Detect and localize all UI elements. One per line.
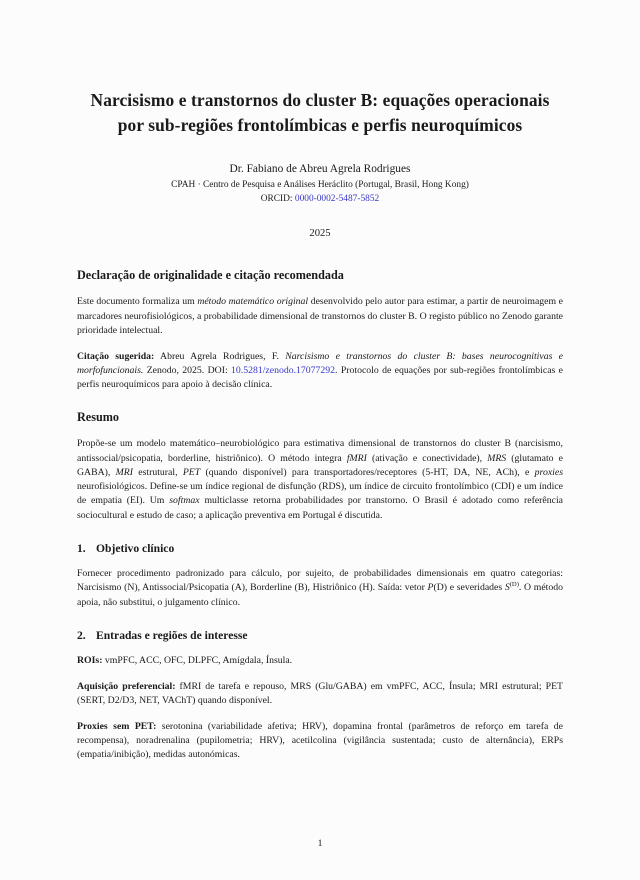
title-block: [77, 0, 563, 239]
author-block: [77, 162, 563, 206]
abs-t5: (quando disponível) para transportadores/receptores (5-HT, DA, NE, ACh), e: [200, 466, 535, 478]
abstract-heading: Resumo: [77, 410, 119, 425]
rois-label: ROIs:: [77, 654, 103, 666]
abs-t3: (glutamato e GABA),: [77, 452, 563, 478]
math-p: P: [427, 582, 434, 594]
section-2-title: Entradas e regiões de interesse: [96, 628, 248, 642]
abs-em-pet: PET: [182, 466, 201, 478]
acquisition-label: Aquisição preferencial:: [77, 680, 176, 692]
declaration-paragraph: [77, 295, 563, 338]
acquisition-line: [77, 680, 563, 709]
abs-t7: multiclasse retorna probabilidades por transtorno. O Brasil é adotado como referência sociocultural e estudo de caso; a aplicação preventiva em Portugal é discutida.: [77, 495, 563, 521]
citation-label: Citação sugerida:: [77, 350, 155, 362]
section-2-number: 2.: [77, 628, 86, 642]
document-body: [77, 268, 563, 762]
citation-authors: Abreu Agrela Rodrigues, F.: [154, 350, 286, 362]
abs-em-fmri: fMRI: [346, 452, 367, 464]
decl-emphasis: método matemático original: [197, 296, 309, 308]
proxies-line: [77, 720, 563, 763]
orcid-line: [77, 193, 563, 206]
citation-venue: Zenodo, 2025. DOI:: [143, 364, 232, 376]
declaration-heading: Declaração de originalidade e citação recomendada: [77, 268, 344, 283]
proxies-label: Proxies sem PET:: [77, 720, 157, 732]
sec1-t3: . O método apoia, não substitui, o julgamento clínico.: [77, 582, 563, 608]
proxies-value: serotonina (variabilidade afetiva; HRV), dopamina frontal (parâmetros de reforço em tarefa de recompensa), noradrenalina (pupilometria; HRV), acetilcolina (vigilância sustentada; custo de alternância), ERPs (empatia/inibição), medidas autonómicas.: [77, 720, 563, 761]
sec1-t1: Fornecer procedimento padronizado para cálculo, por sujeito, de probabilidades dimensionais em quatro categorias: Narcisismo (N), Antissocial/Psicopatia (A), Borderline (B), Histriônico (H). Saída: vetor: [77, 568, 563, 594]
math-p-arg: (D): [433, 582, 448, 594]
affiliation: CPAH · Centro de Pesquisa e Análises Heráclito (Portugal, Brasil, Hong Kong): [171, 180, 469, 191]
decl-text-a: Este documento formaliza um: [77, 296, 198, 308]
math-s-sup: (D): [509, 581, 519, 589]
citation-tail: . Protocolo de equações por sub-regiões frontolímbicas e perfis neuroquímicos para apoio à decisão clínica.: [77, 364, 564, 391]
orcid-link[interactable]: 0000-0002-5487-5852: [294, 194, 380, 205]
rois-line: [77, 654, 563, 668]
section-1-title: Objetivo clínico: [96, 541, 175, 555]
section-2-heading: [77, 628, 563, 643]
abs-t4: estrutural,: [132, 466, 183, 478]
orcid-label: ORCID:: [260, 194, 293, 205]
sec1-t2: e severidades: [447, 582, 505, 594]
section-entradas-regioes: [77, 628, 563, 763]
abs-t2: (ativação e conectividade),: [366, 452, 488, 464]
abs-em-mrs: MRS: [487, 452, 507, 464]
abs-em-proxies: proxies: [534, 466, 563, 478]
section-abstract: [77, 410, 563, 523]
author-name: Dr. Fabiano de Abreu Agrela Rodrigues: [229, 163, 411, 176]
page-number: 1: [317, 838, 323, 849]
section-1-paragraph: [77, 567, 563, 610]
publication-year: 2025: [309, 228, 331, 240]
abs-t1: Propõe-se um modelo matemático–neurobiológico para estimativa dimensional de transtornos do cluster B (narcisismo, antissocial/psicopatia, borderline, histriônico). O método integra: [77, 438, 563, 464]
abs-em-mri: MRI: [115, 466, 133, 478]
citation-paragraph: [77, 350, 563, 393]
section-declaration: [77, 268, 563, 392]
decl-text-b: desenvolvido pelo autor para estimar, a partir de neuroimagem e marcadores neurofisiológicos, a probabilidade dimensional de transtornos do cluster B. O registo público no Zenodo garante prioridade intelectual.: [77, 296, 563, 336]
abs-em-softmax: softmax: [169, 495, 200, 507]
section-1-number: 1.: [77, 541, 86, 555]
section-objetivo-clinico: [77, 541, 563, 610]
abstract-paragraph: [77, 437, 563, 523]
doi-link[interactable]: 10.5281/zenodo.17077292: [231, 364, 336, 376]
rois-value: vmPFC, ACC, OFC, DLPFC, Amígdala, Ínsula.: [102, 654, 293, 666]
section-1-heading: [77, 541, 563, 556]
page-title: Narcisismo e transtornos do cluster B: equações operacionais por sub-regiões frontolímbicas e perfis neuroquímicos: [90, 90, 550, 135]
math-s: S: [504, 582, 510, 594]
citation-title: Narcisismo e transtornos do cluster B: bases neurocognitivas e morfofuncionais.: [77, 350, 564, 376]
abs-t6: neurofisiológicos. Define-se um índice regional de disfunção (RDS), um índice de circuito frontolímbico (CDI) e um índice de empatia (EI). Um: [77, 481, 563, 507]
acquisition-value: fMRI de tarefa e repouso, MRS (Glu/GABA) em vmPFC, ACC, Ínsula; MRI estrutural; PET (SERT, D2/D3, NET, VAChT) quando disponível.: [77, 680, 563, 707]
